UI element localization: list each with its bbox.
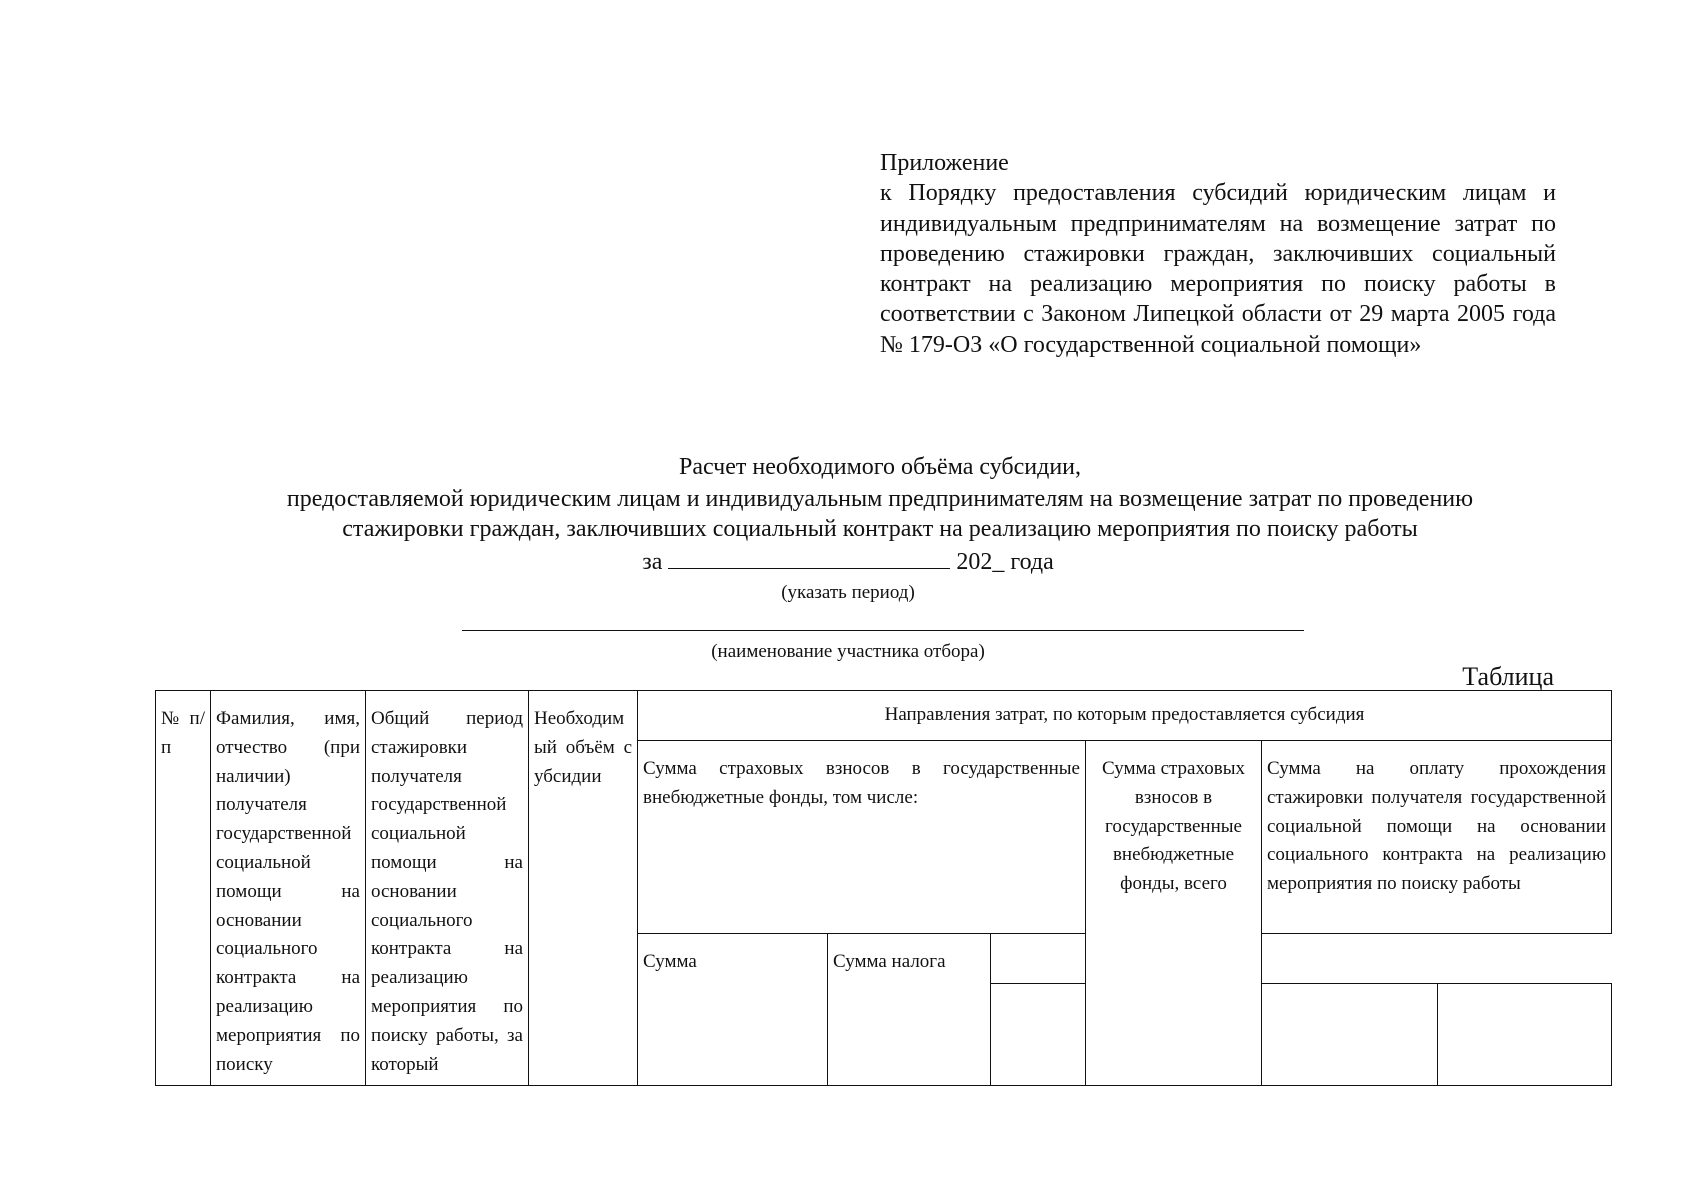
appendix-text: к Порядку предоставления субсидий юридическим лицам и индивидуальным предпринимателям на возмещение затрат по проведению стажировки граждан, заключивших социальный контракт на реализацию мероприятия по поиску работы в соответствии с Законом Липецкой области от 29 марта 2005 года № 179-ОЗ «О государственной социальной помощи»: [880, 180, 1556, 358]
appendix-title: Приложение: [880, 150, 1009, 176]
period-suffix: 202_ года: [956, 549, 1054, 575]
document-subtitle-line-2: стажировки граждан, заключивших социальный контракт на реализацию мероприятия по поиску работы: [342, 516, 1418, 542]
insurance-subcolumn-1: [991, 984, 1086, 1086]
col-internship-payment-header: Сумма на оплату прохождения стажировки получателя государственной социальной помощи на основании социального контракта на реализацию мероприятия по поиску работы: [1262, 741, 1612, 934]
insurance-subcolumn-3: [1438, 984, 1612, 1086]
col-number-header: № п/п: [156, 691, 211, 1086]
period-prefix: за: [642, 549, 663, 575]
document-subtitle-line-1: предоставляемой юридическим лицам и индивидуальным предпринимателям на возмещение затрат по проведению: [286, 486, 1474, 512]
participant-name-blank-field: [462, 630, 1304, 631]
table-label: Таблица: [1462, 662, 1554, 691]
appendix-block: [880, 148, 1556, 360]
col-insurance-total-header: Сумма страховых взносов в государственные внебюджетные фонды, всего: [1086, 741, 1262, 1086]
col-recipient-name-header: Фамилия, имя, отчество (при наличии) получателя государственной социальной помощи на основании социального контракта на реализацию мероприятия по поиску: [211, 691, 366, 1086]
cost-directions-group-header: Направления затрат, по которым предоставляется субсидия: [638, 691, 1612, 741]
participant-caption: (наименование участника отбора): [711, 641, 985, 662]
col-subsidy-volume-header: Необходимый объём субсидии: [529, 691, 638, 1086]
period-line: [0, 546, 1696, 577]
col-internship-period-header: Общий период стажировки получателя государственной социальной помощи на основании социального контракта на реализацию мероприятия по поиску работы, за который: [366, 691, 529, 1086]
col-sum-header: Сумма: [638, 934, 828, 1086]
subsidy-calculation-table: [155, 690, 1612, 1086]
period-caption: (указать период): [781, 582, 915, 603]
col-tax-header: Сумма налога: [828, 934, 991, 1086]
period-blank-field: [668, 546, 950, 569]
document-title: Расчет необходимого объёма субсидии,: [678, 454, 1082, 480]
insurance-subcolumn-2: [1262, 984, 1438, 1086]
col-insurance-including-header: Сумма страховых взносов в государственные внебюджетные фонды, том числе:: [638, 741, 1086, 934]
